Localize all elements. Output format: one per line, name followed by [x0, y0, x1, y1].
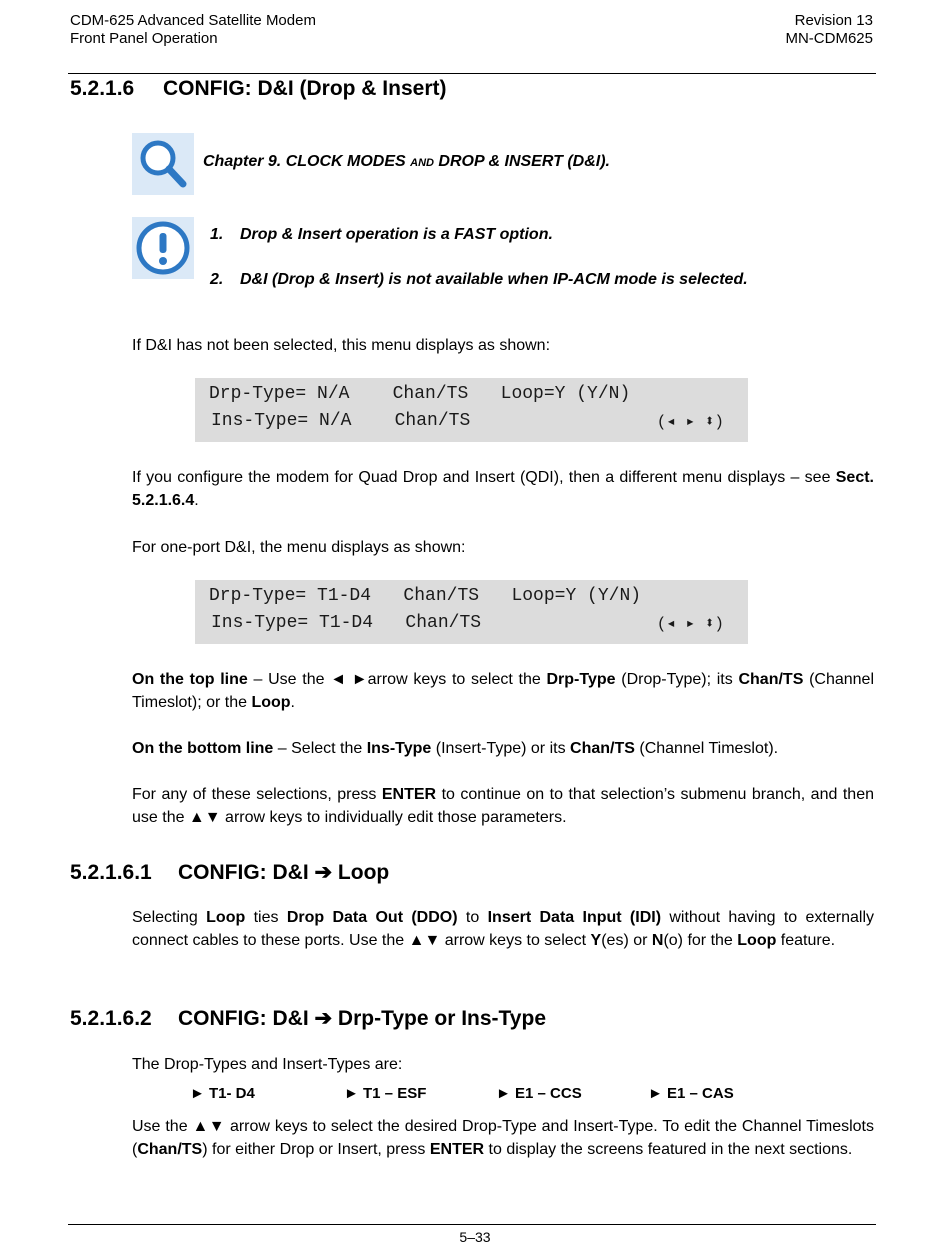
subsection-heading-loop [70, 860, 389, 885]
bold-term: Loop [737, 932, 777, 949]
page-header-left [70, 12, 316, 48]
text-run: to continue on to that selection’s submenu branch, and then use the ▲▼ arrow keys to individually edit those parameters. [132, 786, 874, 826]
section-number: 5.2.1.6 [70, 77, 135, 100]
important-note-item [210, 226, 553, 244]
type-item: ► T1 – ESF [344, 1085, 427, 1102]
lcd-line-1: Drp-Type= N/A Chan/TS Loop=Y (Y/N) [209, 384, 631, 404]
paragraph-one-port: For one-port D&I, the menu displays as shown: [132, 539, 466, 556]
note-item-number: 1. [210, 226, 224, 243]
text-run: (Drop-Type); its [615, 671, 739, 688]
text-run: without having to externally connect cables to these ports. Use the ▲▼ arrow keys to select [132, 909, 875, 949]
type-item: ► T1- D4 [190, 1085, 255, 1102]
note-item-number: 2. [210, 271, 224, 288]
bold-term: ENTER [429, 1141, 485, 1158]
text-run: (o) for the [663, 932, 738, 949]
text-run: Use the ▲▼ arrow keys to select the desired Drop-Type and Insert-Type. To edit the Channel Timeslots ( [132, 1118, 874, 1158]
paragraph-bottom-line [132, 737, 874, 760]
text-run: (es) or [601, 932, 652, 949]
header-revision: Revision 13 [794, 12, 873, 29]
subsection-number: 5.2.1.6.2 [70, 1007, 152, 1030]
paragraph-top-line [132, 668, 874, 714]
lcd-line-1: Drp-Type= T1-D4 Chan/TS Loop=Y (Y/N) [209, 586, 642, 606]
reference-text-b: DROP & INSERT (D&I). [433, 153, 610, 170]
qdi-text: If you configure the modem for Quad Drop and Insert (QDI), then a different menu displays – see [132, 469, 836, 486]
text-run: (Insert-Type) or its [431, 740, 571, 757]
bold-term: Y [590, 932, 602, 949]
note-item-text: D&I (Drop & Insert) is not available when IP-ACM mode is selected. [240, 271, 748, 288]
header-product: CDM-625 Advanced Satellite Modem [70, 12, 316, 29]
bold-term: Loop [206, 909, 246, 926]
page-number: 5–33 [459, 1229, 491, 1245]
reference-note [203, 153, 610, 171]
page-header-right [785, 12, 873, 48]
lcd-display-na [195, 378, 748, 442]
bold-term: Chan/TS [137, 1141, 203, 1158]
subsection-number: 5.2.1.6.1 [70, 861, 152, 884]
text-run: – Select the [273, 740, 367, 757]
text-run: to display the screens featured in the next sections. [484, 1141, 853, 1158]
subsection-title: CONFIG: D&I ➔ Loop [178, 861, 390, 884]
text-run: (Channel Timeslot). [634, 740, 779, 757]
subsection-title: CONFIG: D&I ➔ Drp-Type or Ins-Type [178, 1007, 546, 1030]
bold-term: Drp-Type [546, 671, 616, 688]
bold-term: Drop Data Out (DDO) [286, 909, 458, 926]
bold-term: Ins-Type [366, 740, 432, 757]
bold-term: On the top line [132, 671, 248, 688]
subsection-heading-type [70, 1006, 546, 1031]
paragraph-qdi [132, 466, 874, 512]
note-item-text: Drop & Insert operation is a FAST option. [240, 226, 553, 243]
important-note-item [210, 271, 748, 289]
type-item: ► E1 – CAS [648, 1085, 734, 1102]
paragraph-types-intro: The Drop-Types and Insert-Types are: [132, 1056, 403, 1073]
lcd-arrow-keys: (◂ ▸ ⬍) [656, 413, 724, 431]
paragraph-enter [132, 783, 874, 829]
qdi-section-ref: Sect. 5.2.1.6.4 [132, 469, 874, 509]
type-item: ► E1 – CCS [496, 1085, 582, 1102]
header-doc-number: MN-CDM625 [785, 30, 873, 47]
reference-text-and: AND [410, 157, 434, 169]
exclamation-icon [132, 217, 194, 279]
text-run: – Use the ◄ ►arrow keys to select the [247, 671, 547, 688]
reference-text-a: Chapter 9. CLOCK MODES [203, 153, 411, 170]
bold-term: N [651, 932, 664, 949]
header-chapter: Front Panel Operation [70, 30, 218, 47]
footer-divider [68, 1224, 876, 1225]
magnifier-icon [132, 133, 194, 195]
text-run: feature. [776, 932, 836, 949]
lcd-line-2: Ins-Type= T1-D4 Chan/TS [211, 613, 482, 633]
bold-term: On the bottom line [132, 740, 274, 757]
paragraph-loop [132, 906, 874, 952]
lcd-line-2: Ins-Type= N/A Chan/TS [211, 411, 471, 431]
text-run: (Channel Timeslot); or the [132, 671, 875, 711]
bold-term: Chan/TS [738, 671, 804, 688]
bold-term: Insert Data Input (IDI) [487, 909, 662, 926]
header-divider [68, 73, 876, 74]
text-run: ties [245, 909, 287, 926]
text-run: Selecting [132, 909, 207, 926]
bold-term: ENTER [381, 786, 437, 803]
paragraph-not-selected: If D&I has not been selected, this menu displays as shown: [132, 337, 551, 354]
text-run: ) for either Drop or Insert, press [202, 1141, 430, 1158]
paragraph-types-edit [132, 1115, 874, 1161]
section-title: CONFIG: D&I (Drop & Insert) [163, 77, 447, 100]
qdi-end: . [194, 492, 199, 509]
lcd-arrow-keys: (◂ ▸ ⬍) [656, 615, 724, 633]
bold-term: Chan/TS [570, 740, 635, 757]
text-run: . [290, 694, 295, 711]
lcd-display-t1d4 [195, 580, 748, 644]
section-heading [70, 77, 447, 101]
text-run: For any of these selections, press [132, 786, 382, 803]
bold-term: Loop [251, 694, 291, 711]
text-run: to [457, 909, 488, 926]
